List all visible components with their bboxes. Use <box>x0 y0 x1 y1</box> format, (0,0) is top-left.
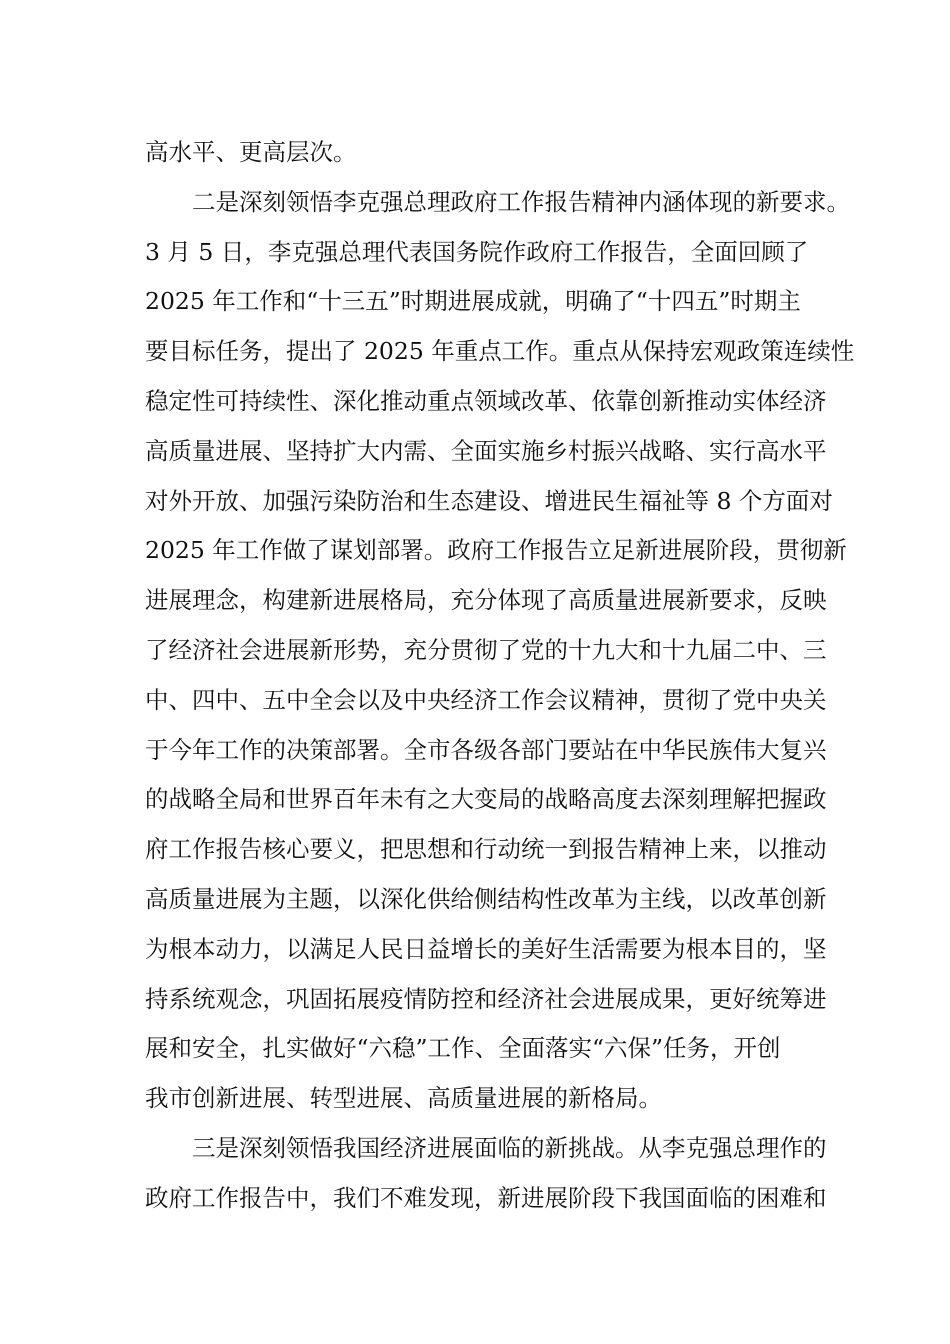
body-text <box>145 128 855 1224</box>
text-line: 持系统观念，巩固拓展疫情防控和经济社会进展成果，更好统筹进 <box>145 984 827 1013</box>
text-line: 高水平、更高层次。 <box>145 138 357 166</box>
text-line: 展和安全，扎实做好“六稳”工作、全面落实“六保”任务，开创 <box>145 1034 781 1063</box>
text-line: 2025 年工作做了谋划部署。政府工作报告立足新进展阶段，贯彻新 <box>145 536 847 565</box>
paragraph-start-line: 三是深刻领悟我国经济进展面临的新挑战。从李克强总理作的 <box>192 1133 827 1162</box>
text-line: 于今年工作的决策部署。全市各级各部门要站在中华民族伟大复兴 <box>145 735 827 764</box>
text-line: 的战略全局和世界百年未有之大变局的战略高度去深刻理解把握政 <box>145 785 827 814</box>
text-line: 进展理念，构建新进展格局，充分体现了高质量进展新要求，反映 <box>145 586 827 615</box>
text-line: 政府工作报告中，我们不难发现，新进展阶段下我国面临的困难和 <box>145 1183 827 1212</box>
text-line: 3 月 5 日，李克强总理代表国务院作政府工作报告，全面回顾了 <box>145 237 809 266</box>
text-line: 府工作报告核心要义，把思想和行动统一到报告精神上来，以推动 <box>145 835 827 864</box>
text-line: 我市创新进展、转型进展、高质量进展的新格局。 <box>145 1084 662 1113</box>
text-line: 中、四中、五中全会以及中央经济工作会议精神，贯彻了党中央关 <box>145 685 827 714</box>
text-line: 稳定性可持续性、深化推动重点领域改革、依靠创新推动实体经济 <box>145 386 827 415</box>
text-line: 对外开放、加强污染防治和生态建设、增进民生福祉等 8 个方面对 <box>145 486 833 515</box>
text-line: 2025 年工作和“十三五”时期进展成就，明确了“十四五”时期主 <box>145 287 801 316</box>
paragraph-start-line: 二是深刻领悟李克强总理政府工作报告精神内涵体现的新要求。 <box>192 187 850 216</box>
text-line: 高质量进展为主题，以深化供给侧结构性改革为主线，以改革创新 <box>145 884 827 913</box>
text-line: 要目标任务，提出了 2025 年重点工作。重点从保持宏观政策连续性 <box>145 337 855 366</box>
text-line: 高质量进展、坚持扩大内需、全面实施乡村振兴战略、实行高水平 <box>145 436 827 465</box>
text-line: 了经济社会进展新形势，充分贯彻了党的十九大和十九届二中、三 <box>145 635 827 664</box>
text-line: 为根本动力，以满足人民日益增长的美好生活需要为根本目的，坚 <box>145 934 827 963</box>
